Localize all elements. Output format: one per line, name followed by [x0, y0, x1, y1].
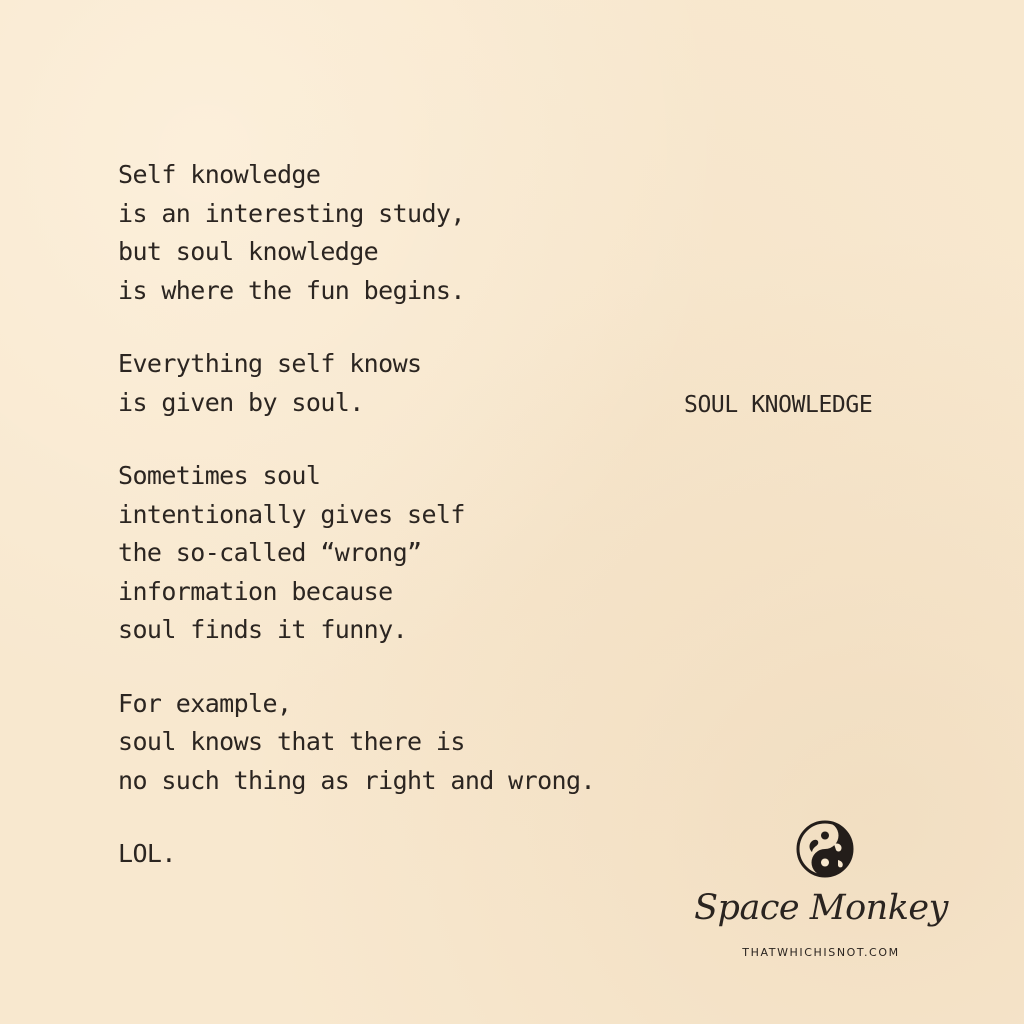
poem-line: information because: [118, 576, 393, 606]
poem-line: Everything self knows: [118, 349, 422, 378]
brand-logo: [690, 818, 960, 968]
poem-line: but soul knowledge: [118, 237, 379, 266]
poem-line: the so-called “wrong”: [118, 538, 422, 567]
poem-stanza-1: [118, 156, 678, 310]
yin-yang-monkey-icon: [794, 818, 856, 880]
poem-stanza-4: [118, 685, 678, 801]
poem-line: Sometimes soul: [118, 461, 321, 490]
brand-name: Space Monkey: [694, 888, 948, 928]
poem-stanza-2: [118, 345, 678, 422]
poem-line: soul finds it funny.: [118, 615, 408, 644]
poem-line: is where the fun begins.: [118, 275, 465, 305]
poem-line: Self knowledge: [118, 160, 321, 189]
poem-line: LOL.: [118, 839, 176, 868]
poem-title: SOUL KNOWLEDGE: [684, 392, 873, 418]
poem-stanza-3: [118, 457, 678, 650]
poem-line: is given by soul.: [118, 387, 364, 417]
poem-line: is an interesting study,: [118, 198, 465, 228]
brand-url: THATWHICHISNOT.COM: [742, 946, 900, 959]
poem-stanza-5: [118, 835, 678, 874]
poem-body: [118, 156, 678, 909]
poem-line: intentionally gives self: [118, 499, 465, 529]
poem-line: no such thing as right and wrong.: [118, 765, 595, 795]
poem-line: For example,: [118, 688, 292, 718]
poem-line: soul knows that there is: [118, 727, 465, 756]
